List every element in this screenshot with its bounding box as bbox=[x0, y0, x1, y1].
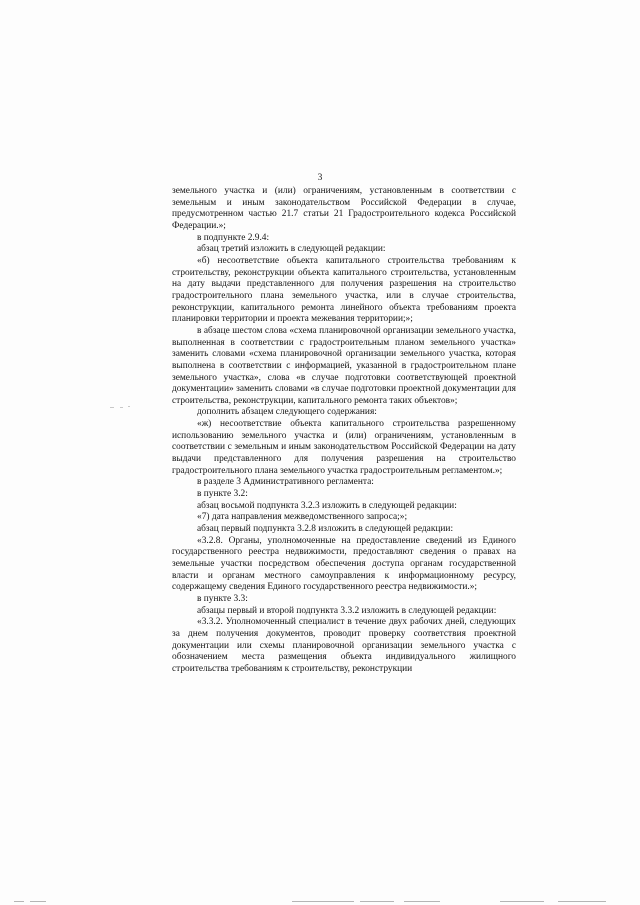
scan-artifact bbox=[128, 406, 130, 407]
paragraph: в подпункте 2.9.4: bbox=[197, 232, 270, 243]
scan-artifact bbox=[110, 407, 114, 408]
paragraph: «3.3.2. Уполномоченный специалист в течение двух рабочих дней, следующих за днем получения документов, проводит проверку соответствия проектной документации или схемы планировочной организации земельного участка с обозначением места размещения объекта индивидуального жилищного строительства требованиям к строительству, реконструкции bbox=[172, 617, 516, 674]
paragraph: абзац первый подпункта 3.2.8 изложить в следующей редакции: bbox=[197, 524, 454, 535]
scan-artifact bbox=[500, 901, 544, 902]
scan-artifact bbox=[292, 901, 354, 902]
paragraph: в пункте 3.2: bbox=[197, 489, 248, 500]
paragraph: дополнить абзацем следующего содержания: bbox=[197, 407, 377, 418]
paragraph: абзац восьмой подпункта 3.2.3 изложить в следующей редакции: bbox=[197, 500, 457, 511]
paragraph: абзацы первый и второй подпункта 3.3.2 изложить в следующей редакции: bbox=[197, 605, 497, 616]
paragraph: «7) дата направления межведомственного запроса;»; bbox=[197, 512, 408, 523]
scan-artifact bbox=[360, 901, 394, 902]
scan-artifact bbox=[14, 901, 24, 902]
scan-artifact bbox=[120, 407, 123, 408]
paragraph: в пункте 3.3: bbox=[197, 593, 248, 604]
paragraph: в абзаце шестом слова «схема планировочной организации земельного участка, выполненная в соответствии с градостроительным планом земельного участка» заменить словами «схема планировочной организации земельного участка, которая выполнена в соответствии с информацией, указанной в градостроительном плане земельного участка», слова «в случае подготовки соответствующей проектной документации» заменить словами «в случае подготовки проектной документации для строительства, реконструкции, капитального ремонта таких объектов»; bbox=[172, 325, 516, 406]
paragraph: земельного участка и (или) ограничениям, установленным в соответствии с земельным и иным законодательством Российской Федерации в случае, предусмотренном частью 21.7 статьи 21 Градостроительного кодекса Российской Федерации.»; bbox=[172, 186, 516, 231]
paragraph: «б) несоответствие объекта капитального строительства требованиям к строительству, реконструкции объекта капитального строительства, установленным на дату выдачи представленного для получения разрешения на строительство градостроительного плана земельного участка, или в случае строительства, реконструкции, капитального ремонта линейного объекта требованиям проекта планировки территории и проекта межевания территории;»; bbox=[172, 255, 516, 325]
paragraph: «3.2.8. Органы, уполномоченные на предоставление сведений из Единого государственного реестра недвижимости, предоставляют сведения о правах на земельные участки посредством обеспечения доступа органам государственной власти и органам местного самоуправления к информационному ресурсу, содержащему сведения Единого государственного реестра недвижимости.»; bbox=[172, 535, 516, 593]
scan-artifact bbox=[404, 901, 440, 902]
scan-artifact bbox=[30, 901, 46, 902]
paragraph: «ж) несоответствие объекта капитального строительства разрешенному использованию земельного участка и (или) ограничениям, установленным в соответствии с земельным и иным законодательством Российской Федерации на дату выдачи представленного для получения разрешения на строительство градостроительного плана земельного участка градостроительным регламентом.»; bbox=[172, 419, 516, 476]
document-body bbox=[172, 186, 516, 676]
page-number: 3 bbox=[317, 173, 323, 183]
paragraph: абзац третий изложить в следующей редакции: bbox=[197, 244, 386, 255]
paragraph: в разделе 3 Административного регламента: bbox=[197, 477, 374, 488]
scan-artifact bbox=[558, 901, 606, 902]
